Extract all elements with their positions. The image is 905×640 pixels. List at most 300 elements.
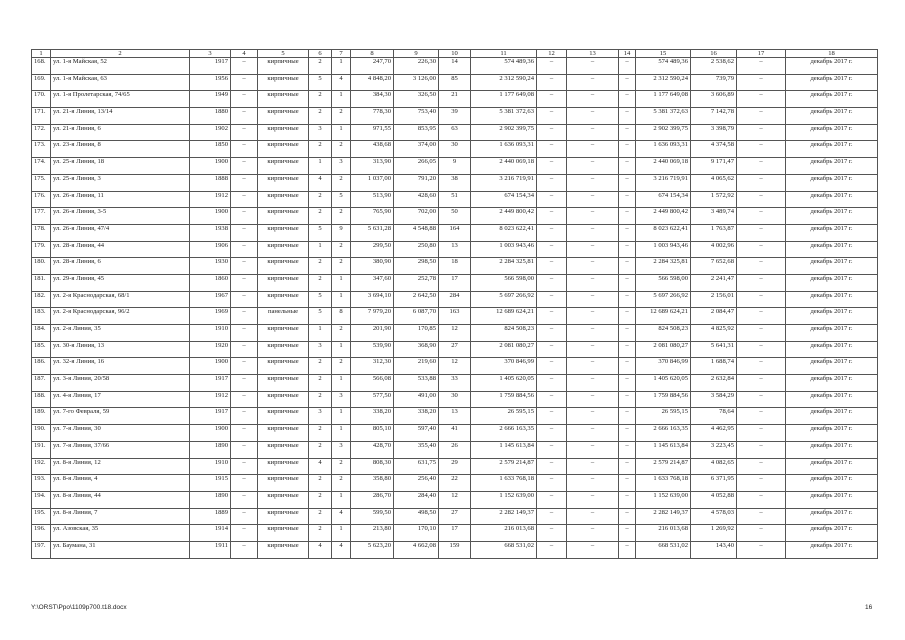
table-cell: кирпичные <box>258 341 309 358</box>
table-cell: 1 763,87 <box>691 224 737 241</box>
table-cell: 4 548,88 <box>394 224 439 241</box>
table-cell: кирпичные <box>258 158 309 175</box>
table-cell: 2 <box>332 174 351 191</box>
table-cell: – <box>231 458 258 475</box>
table-cell: – <box>737 475 786 492</box>
table-cell: 2 084,47 <box>691 308 737 325</box>
table-cell: 178. <box>32 224 51 241</box>
table-cell: 2 <box>309 108 332 125</box>
table-cell: 674 154,34 <box>471 191 537 208</box>
table-cell: декабрь 2017 г. <box>786 341 878 358</box>
table-cell: 739,79 <box>691 74 737 91</box>
table-cell: 5 623,20 <box>351 541 394 558</box>
table-cell: – <box>231 258 258 275</box>
column-header: 10 <box>439 50 471 58</box>
table-cell: 186. <box>32 358 51 375</box>
table-cell: 1 <box>332 425 351 442</box>
table-cell: – <box>567 58 619 75</box>
table-cell: ул. 2-я Краснодарская, 96/2 <box>51 308 190 325</box>
table-cell: 1 <box>309 325 332 342</box>
table-cell: 1917 <box>190 408 231 425</box>
table-cell: кирпичные <box>258 475 309 492</box>
table-cell: 1 <box>332 341 351 358</box>
column-header: 8 <box>351 50 394 58</box>
table-row <box>32 341 878 358</box>
table-cell: 2 <box>309 508 332 525</box>
table-cell: ул. 25-я Линия, 18 <box>51 158 190 175</box>
table-cell: 194. <box>32 491 51 508</box>
column-header: 13 <box>567 50 619 58</box>
table-cell: – <box>567 341 619 358</box>
table-cell: 2 <box>309 91 332 108</box>
table-cell: 4 578,03 <box>691 508 737 525</box>
table-cell: 18 <box>439 258 471 275</box>
table-cell: 1 269,92 <box>691 525 737 542</box>
table-cell: – <box>567 358 619 375</box>
table-cell: – <box>231 108 258 125</box>
table-row <box>32 458 878 475</box>
table-cell: – <box>567 191 619 208</box>
table-cell: 2 <box>332 258 351 275</box>
table-cell: – <box>567 541 619 558</box>
table-cell: 2 <box>309 141 332 158</box>
column-header: 5 <box>258 50 309 58</box>
table-cell: 2 <box>309 475 332 492</box>
table-cell: 2 <box>309 525 332 542</box>
table-cell: – <box>737 274 786 291</box>
table-cell: 30 <box>439 141 471 158</box>
table-cell: – <box>231 541 258 558</box>
table-cell: 164 <box>439 224 471 241</box>
table-cell: кирпичные <box>258 191 309 208</box>
table-cell: ул. 1-я Майская, 63 <box>51 74 190 91</box>
table-cell: – <box>231 191 258 208</box>
table-cell: – <box>737 174 786 191</box>
table-cell: 1 145 613,84 <box>471 441 537 458</box>
table-cell: 1 <box>309 241 332 258</box>
table-cell: 2 440 069,18 <box>636 158 691 175</box>
table-row <box>32 91 878 108</box>
table-cell: 5 381 372,63 <box>636 108 691 125</box>
table-cell: 1 177 649,08 <box>636 91 691 108</box>
table-cell: – <box>231 141 258 158</box>
table-cell: 374,00 <box>394 141 439 158</box>
table-cell: – <box>619 241 636 258</box>
table-cell: – <box>567 508 619 525</box>
table-cell: декабрь 2017 г. <box>786 141 878 158</box>
table-cell: 182. <box>32 291 51 308</box>
table-cell: – <box>537 274 567 291</box>
table-cell: 2 579 214,87 <box>636 458 691 475</box>
table-cell: 2 156,01 <box>691 291 737 308</box>
table-cell: 6 371,95 <box>691 475 737 492</box>
table-cell: 179. <box>32 241 51 258</box>
table-cell: – <box>537 141 567 158</box>
table-cell: – <box>737 124 786 141</box>
table-cell: 668 531,02 <box>636 541 691 558</box>
table-row <box>32 475 878 492</box>
table-cell: – <box>737 358 786 375</box>
table-cell: ул. 8-я Линия, 44 <box>51 491 190 508</box>
table-cell: 177. <box>32 208 51 225</box>
table-cell: 284,40 <box>394 491 439 508</box>
table-cell: 216 013,68 <box>471 525 537 542</box>
table-cell: 176. <box>32 191 51 208</box>
table-cell: 824 508,23 <box>636 325 691 342</box>
table-cell: 1917 <box>190 58 231 75</box>
table-cell: 498,50 <box>394 508 439 525</box>
table-cell: 368,90 <box>394 341 439 358</box>
table-cell: – <box>537 191 567 208</box>
table-cell: кирпичные <box>258 124 309 141</box>
table-cell: кирпичные <box>258 541 309 558</box>
table-cell: – <box>567 441 619 458</box>
table-cell: – <box>537 341 567 358</box>
table-cell: 566,08 <box>351 375 394 392</box>
table-cell: 2 282 149,37 <box>471 508 537 525</box>
table-cell: ул. 2-я Краснодарская, 68/1 <box>51 291 190 308</box>
table-cell: 226,30 <box>394 58 439 75</box>
table-cell: – <box>231 174 258 191</box>
table-cell: ул. 26-я Линия, 11 <box>51 191 190 208</box>
table-cell: 2 <box>332 358 351 375</box>
table-cell: ул. 30-я Линия, 13 <box>51 341 190 358</box>
table-cell: ул. 1-я Пролетарская, 74/65 <box>51 91 190 108</box>
table-cell: – <box>537 308 567 325</box>
table-cell: 2 642,50 <box>394 291 439 308</box>
table-cell: 1 <box>332 274 351 291</box>
table-cell: 2 632,84 <box>691 375 737 392</box>
table-cell: 428,70 <box>351 441 394 458</box>
table-cell: 85 <box>439 74 471 91</box>
table-cell: 21 <box>439 91 471 108</box>
table-row <box>32 541 878 558</box>
table-cell: – <box>737 74 786 91</box>
table-cell: 1910 <box>190 458 231 475</box>
table-row <box>32 208 878 225</box>
table-cell: 3 223,45 <box>691 441 737 458</box>
table-row <box>32 241 878 258</box>
table-cell: кирпичные <box>258 375 309 392</box>
table-cell: – <box>231 358 258 375</box>
table-cell: 1 <box>332 91 351 108</box>
table-row <box>32 425 878 442</box>
table-cell: 597,40 <box>394 425 439 442</box>
table-cell: 1 003 943,46 <box>471 241 537 258</box>
table-cell: – <box>231 241 258 258</box>
table-cell: – <box>619 158 636 175</box>
table-cell: кирпичные <box>258 274 309 291</box>
table-cell: – <box>537 58 567 75</box>
table-cell: – <box>231 491 258 508</box>
table-cell: 1 <box>332 124 351 141</box>
table-cell: – <box>619 91 636 108</box>
table-cell: 63 <box>439 124 471 141</box>
table-cell: 3 489,74 <box>691 208 737 225</box>
table-cell: – <box>231 124 258 141</box>
table-cell: 189. <box>32 408 51 425</box>
table-cell: 566 598,00 <box>636 274 691 291</box>
table-cell: – <box>231 391 258 408</box>
table-cell: 1 152 639,00 <box>636 491 691 508</box>
table-cell: 384,30 <box>351 91 394 108</box>
table-cell: 4 002,96 <box>691 241 737 258</box>
table-cell: 2 <box>332 458 351 475</box>
table-cell: кирпичные <box>258 74 309 91</box>
table-cell: 2 449 800,42 <box>471 208 537 225</box>
table-cell: 4 082,65 <box>691 458 737 475</box>
table-cell: 491,00 <box>394 391 439 408</box>
table-cell: 2 <box>332 208 351 225</box>
table-cell: 2 <box>332 241 351 258</box>
column-header: 11 <box>471 50 537 58</box>
table-cell: 8 <box>332 308 351 325</box>
table-cell: – <box>567 74 619 91</box>
table-cell: 4 <box>332 508 351 525</box>
table-cell: ул. 3-я Линия, 20/58 <box>51 375 190 392</box>
housing-table <box>31 49 878 559</box>
table-cell: декабрь 2017 г. <box>786 541 878 558</box>
table-cell: – <box>537 408 567 425</box>
table-cell: – <box>567 375 619 392</box>
table-cell: 1910 <box>190 325 231 342</box>
table-cell: 326,50 <box>394 91 439 108</box>
table-cell: кирпичные <box>258 258 309 275</box>
table-cell: 1890 <box>190 441 231 458</box>
table-row <box>32 325 878 342</box>
table-cell: – <box>619 491 636 508</box>
table-row <box>32 308 878 325</box>
table-cell: 1 <box>332 408 351 425</box>
table-cell: 5 381 372,63 <box>471 108 537 125</box>
table-cell: 2 312 590,24 <box>471 74 537 91</box>
table-cell: 2 <box>309 358 332 375</box>
table-cell: – <box>231 158 258 175</box>
table-cell: 1912 <box>190 191 231 208</box>
table-row <box>32 224 878 241</box>
table-cell: 2 579 214,87 <box>471 458 537 475</box>
table-cell: 1 759 884,56 <box>636 391 691 408</box>
table-cell: – <box>619 291 636 308</box>
table-cell: 2 284 325,81 <box>471 258 537 275</box>
table-cell: 2 <box>309 208 332 225</box>
table-cell: 1956 <box>190 74 231 91</box>
table-cell: 12 689 624,21 <box>636 308 691 325</box>
table-cell: – <box>567 91 619 108</box>
table-cell: декабрь 2017 г. <box>786 174 878 191</box>
table-cell: 13 <box>439 408 471 425</box>
table-cell: 3 <box>309 341 332 358</box>
column-header: 4 <box>231 50 258 58</box>
table-cell: декабрь 2017 г. <box>786 91 878 108</box>
table-cell: 4 <box>309 458 332 475</box>
table-cell: 2 <box>309 441 332 458</box>
table-cell: 3 <box>332 158 351 175</box>
table-cell: 1 633 768,18 <box>471 475 537 492</box>
table-cell: – <box>619 174 636 191</box>
table-cell: ул. 8-я Линия, 4 <box>51 475 190 492</box>
table-cell: – <box>567 258 619 275</box>
table-cell: 2 <box>332 141 351 158</box>
table-cell: декабрь 2017 г. <box>786 475 878 492</box>
table-cell: – <box>537 475 567 492</box>
table-cell: 78,64 <box>691 408 737 425</box>
table-cell: – <box>537 391 567 408</box>
table-cell: 370 846,99 <box>471 358 537 375</box>
table-cell: 175. <box>32 174 51 191</box>
table-cell: ул. 26-я Линия, 47/4 <box>51 224 190 241</box>
table-cell: 1 145 613,84 <box>636 441 691 458</box>
table-cell: – <box>737 141 786 158</box>
table-cell: декабрь 2017 г. <box>786 291 878 308</box>
table-cell: 39 <box>439 108 471 125</box>
table-cell: 3 <box>332 391 351 408</box>
table-cell: – <box>619 224 636 241</box>
table-cell: ул. 21-я Линия, 13/14 <box>51 108 190 125</box>
table-cell: 1 177 649,08 <box>471 91 537 108</box>
table-cell: декабрь 2017 г. <box>786 124 878 141</box>
table-cell: – <box>619 391 636 408</box>
table-cell: 805,10 <box>351 425 394 442</box>
table-cell: ул. 23-я Линия, 8 <box>51 141 190 158</box>
table-cell: 252,78 <box>394 274 439 291</box>
table-cell: 170,10 <box>394 525 439 542</box>
table-cell: – <box>737 191 786 208</box>
table-cell: 2 <box>332 475 351 492</box>
table-header-row <box>32 50 878 58</box>
table-cell: декабрь 2017 г. <box>786 458 878 475</box>
table-cell: 1906 <box>190 241 231 258</box>
table-cell: 12 <box>439 325 471 342</box>
table-cell: 3 <box>332 441 351 458</box>
table-cell: 266,05 <box>394 158 439 175</box>
table-cell: 1 <box>332 58 351 75</box>
table-cell: панельные <box>258 308 309 325</box>
table-cell: 159 <box>439 541 471 558</box>
table-cell: 284 <box>439 291 471 308</box>
table-cell: – <box>231 208 258 225</box>
table-cell: 1 636 093,31 <box>636 141 691 158</box>
table-cell: – <box>737 308 786 325</box>
table-cell: – <box>231 325 258 342</box>
table-cell: 143,40 <box>691 541 737 558</box>
table-cell: – <box>619 525 636 542</box>
table-cell: – <box>737 241 786 258</box>
table-cell: ул. 25-я Линия, 3 <box>51 174 190 191</box>
table-cell: – <box>231 291 258 308</box>
table-cell: 380,90 <box>351 258 394 275</box>
table-cell: кирпичные <box>258 508 309 525</box>
table-cell: ул. 32-я Линия, 16 <box>51 358 190 375</box>
table-cell: 5 <box>309 224 332 241</box>
table-row <box>32 124 878 141</box>
table-cell: – <box>567 491 619 508</box>
table-cell: – <box>737 441 786 458</box>
table-cell: 169. <box>32 74 51 91</box>
table-cell: 4 052,88 <box>691 491 737 508</box>
table-cell: декабрь 2017 г. <box>786 408 878 425</box>
table-cell: 1914 <box>190 525 231 542</box>
table-cell: – <box>537 74 567 91</box>
table-cell: – <box>567 158 619 175</box>
table-cell: – <box>537 291 567 308</box>
column-header: 2 <box>51 50 190 58</box>
table-cell: – <box>619 508 636 525</box>
table-cell: – <box>619 541 636 558</box>
table-cell: 438,68 <box>351 141 394 158</box>
table-cell: 3 216 719,91 <box>471 174 537 191</box>
table-cell: – <box>537 241 567 258</box>
table-cell: ул. Баумана, 31 <box>51 541 190 558</box>
table-cell: декабрь 2017 г. <box>786 208 878 225</box>
table-cell: 2 902 399,75 <box>636 124 691 141</box>
table-cell: ул. Азовская, 35 <box>51 525 190 542</box>
table-cell: – <box>537 325 567 342</box>
table-cell: декабрь 2017 г. <box>786 508 878 525</box>
table-cell: 172. <box>32 124 51 141</box>
table-cell: 1 <box>309 158 332 175</box>
table-cell: 4 825,92 <box>691 325 737 342</box>
table-cell: 8 023 622,41 <box>471 224 537 241</box>
table-cell: – <box>537 525 567 542</box>
table-cell: – <box>537 491 567 508</box>
table-cell: 2 312 590,24 <box>636 74 691 91</box>
table-cell: 41 <box>439 425 471 442</box>
table-row <box>32 141 878 158</box>
table-cell: 824 508,23 <box>471 325 537 342</box>
column-header: 17 <box>737 50 786 58</box>
table-cell: 1 759 884,56 <box>471 391 537 408</box>
table-cell: – <box>537 508 567 525</box>
table-cell: 1900 <box>190 425 231 442</box>
table-cell: 1938 <box>190 224 231 241</box>
table-cell: – <box>567 291 619 308</box>
table-cell: 7 979,20 <box>351 308 394 325</box>
table-row <box>32 408 878 425</box>
table-cell: 1900 <box>190 158 231 175</box>
table-cell: – <box>619 358 636 375</box>
table-cell: 216 013,68 <box>636 525 691 542</box>
table-cell: – <box>737 325 786 342</box>
table-cell: – <box>619 425 636 442</box>
table-cell: 574 489,36 <box>636 58 691 75</box>
table-cell: 4 065,62 <box>691 174 737 191</box>
table-cell: – <box>737 108 786 125</box>
table-cell: 1 003 943,46 <box>636 241 691 258</box>
table-row <box>32 258 878 275</box>
table-cell: 513,90 <box>351 191 394 208</box>
table-row <box>32 74 878 91</box>
table-cell: – <box>619 74 636 91</box>
table-cell: 26 595,15 <box>636 408 691 425</box>
table-cell: 213,80 <box>351 525 394 542</box>
table-cell: 4 <box>332 541 351 558</box>
table-cell: 3 398,79 <box>691 124 737 141</box>
table-cell: 256,40 <box>394 475 439 492</box>
table-cell: 13 <box>439 241 471 258</box>
table-row <box>32 391 878 408</box>
table-cell: 5 631,28 <box>351 224 394 241</box>
table-cell: – <box>619 375 636 392</box>
table-cell: 577,50 <box>351 391 394 408</box>
table-cell: 171. <box>32 108 51 125</box>
table-cell: 1 405 620,05 <box>471 375 537 392</box>
table-cell: – <box>619 58 636 75</box>
table-cell: 1 <box>332 375 351 392</box>
table-cell: 338,20 <box>394 408 439 425</box>
table-cell: 50 <box>439 208 471 225</box>
table-cell: 3 126,00 <box>394 74 439 91</box>
